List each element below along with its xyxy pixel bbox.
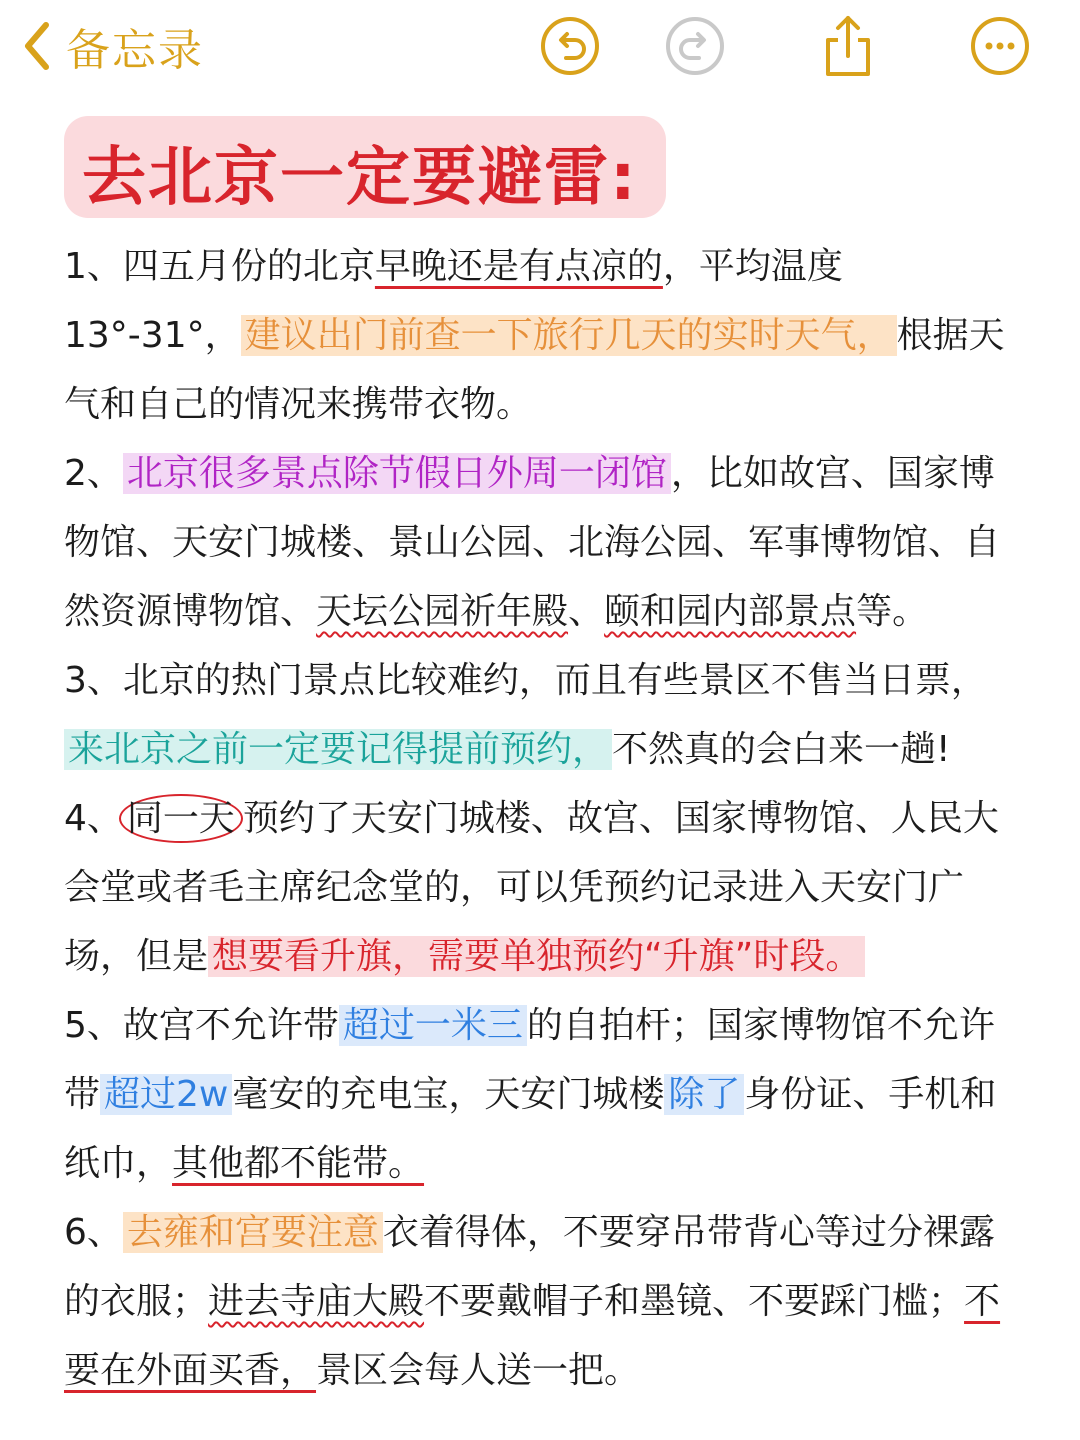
note-body[interactable] bbox=[64, 232, 1016, 1405]
text-run: 3、北京的热门景点比较难约，而且有些景区不售当日票， bbox=[64, 660, 987, 701]
text-run: 衣着得体，不要穿吊带背心等过分裸露的衣服； bbox=[64, 1212, 995, 1322]
chevron-left-icon bbox=[22, 21, 52, 71]
redo-icon bbox=[663, 14, 727, 78]
note-title: 去北京一定要避雷: bbox=[82, 141, 638, 215]
underlined-text: 不要在外面买香， bbox=[64, 1281, 1001, 1391]
note-paragraph-3 bbox=[64, 646, 1016, 784]
undo-icon bbox=[538, 14, 602, 78]
back-label: 备忘录 bbox=[66, 25, 204, 76]
redo-button[interactable] bbox=[663, 14, 727, 78]
undo-button[interactable] bbox=[538, 14, 602, 78]
highlighted-text: 想要看升旗，需要单独预约“升旗”时段。 bbox=[208, 936, 865, 977]
highlighted-text: 建议出门前查一下旅行几天的实时天气， bbox=[241, 315, 897, 356]
share-icon bbox=[816, 14, 880, 78]
note-paragraph-6 bbox=[64, 1198, 1016, 1405]
text-run: 1、四五月份的北京 bbox=[64, 246, 375, 287]
highlighted-text: 超过一米三 bbox=[339, 1005, 527, 1046]
note-paragraph-5 bbox=[64, 991, 1016, 1198]
text-run: 身份证、手机和纸巾， bbox=[64, 1074, 997, 1184]
highlighted-text: 来北京之前一定要记得提前预约， bbox=[64, 729, 612, 770]
text-run: 根据天气和自己的情况来携带衣物。 bbox=[64, 315, 1005, 425]
note-paragraph-4 bbox=[64, 784, 1016, 991]
text-run: 4、 bbox=[64, 798, 123, 839]
highlighted-text: 去雍和宫要注意 bbox=[123, 1212, 383, 1253]
note-title-highlight bbox=[64, 116, 666, 218]
underlined-text: 其他都不能带。 bbox=[172, 1143, 425, 1184]
text-run: 的自拍杆；国家博物馆不允许带 bbox=[64, 1005, 995, 1115]
text-run: ，比如故宫、国家博物馆、天安门城楼、景山公园、北海公园、军事博物馆、自然资源博物馆、 bbox=[64, 453, 1001, 632]
underlined-text: 早晚还是有点凉的 bbox=[374, 246, 663, 287]
text-run: 2、 bbox=[64, 453, 123, 494]
note-paragraph-1 bbox=[64, 232, 1016, 439]
more-icon bbox=[968, 14, 1032, 78]
highlighted-text: 北京很多景点除节假日外周一闭馆 bbox=[123, 453, 671, 494]
more-button[interactable] bbox=[968, 14, 1032, 78]
wavy-underlined-text: 进去寺庙大殿 bbox=[208, 1281, 425, 1322]
text-run: 等。 bbox=[856, 591, 929, 632]
share-button[interactable] bbox=[816, 14, 880, 78]
text-run: 毫安的充电宝，天安门城楼 bbox=[232, 1074, 665, 1115]
back-button[interactable] bbox=[22, 18, 204, 74]
text-run: 不要戴帽子和墨镜、不要踩门槛； bbox=[424, 1281, 965, 1322]
wavy-underlined-text: 天坛公园祈年殿 bbox=[316, 591, 569, 632]
note-paragraph-2 bbox=[64, 439, 1016, 646]
circled-text: 同一天 bbox=[119, 794, 243, 843]
text-run: 5、故宫不允许带 bbox=[64, 1005, 339, 1046]
text-run: 预约了天安门城楼、故宫、国家博物馆、人民大会堂或者毛主席纪念堂的，可以凭预约记录进入天安门广场，但是 bbox=[64, 798, 999, 977]
text-run: 、 bbox=[568, 591, 605, 632]
text-run: 景区会每人送一把。 bbox=[316, 1350, 641, 1391]
wavy-underlined-text: 颐和园内部景点 bbox=[604, 591, 857, 632]
text-run: 6、 bbox=[64, 1212, 123, 1253]
text-run: 不然真的会白来一趟! bbox=[612, 729, 951, 770]
text-run: ，平均温度13°-31°， bbox=[64, 246, 843, 356]
highlighted-text: 除了 bbox=[664, 1074, 744, 1115]
highlighted-text: 超过2w bbox=[100, 1074, 232, 1115]
note-toolbar bbox=[0, 0, 1080, 100]
